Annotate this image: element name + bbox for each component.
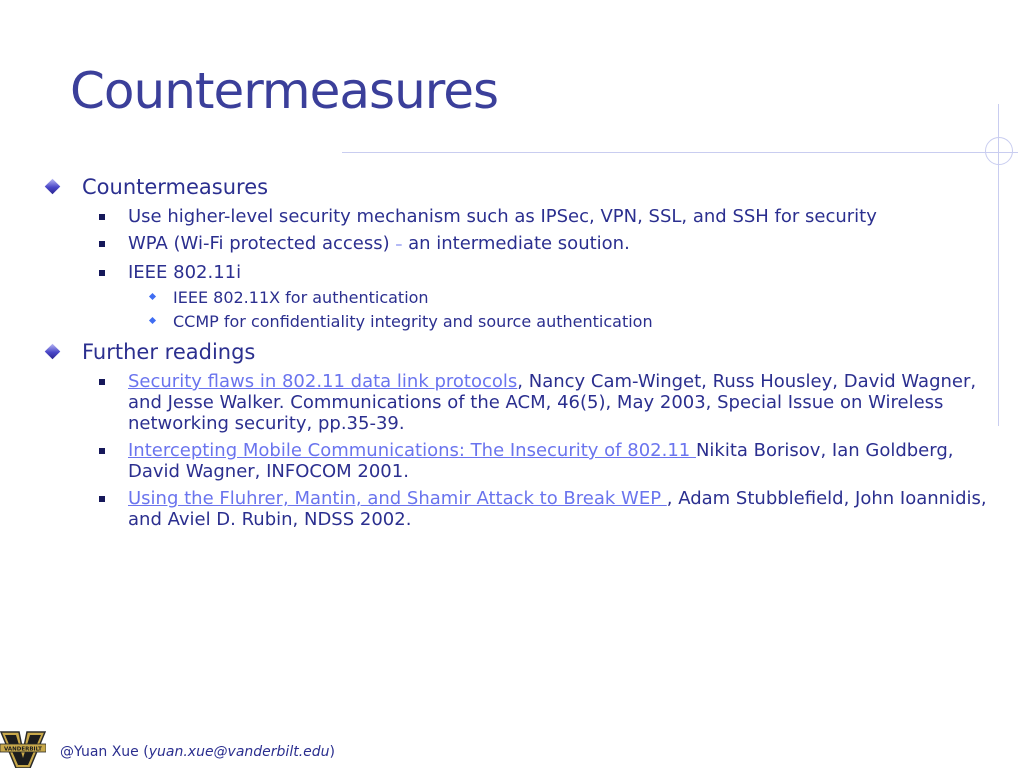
reading-citation: , Adam Stubblefield, John Ioannidis, and Aviel D. Rubin, NDSS 2002. [128,488,987,530]
list-item-text: Use higher-level security mechanism such as IPSec, VPN, SSL, and SSH for security [128,206,877,227]
sub-list-item-text: IEEE 802.11X for authentication [173,288,429,307]
section-heading: Countermeasures [82,175,269,199]
square-bullet-icon [99,270,105,276]
footer-email: yuan.xue@vanderbilt.edu [148,744,330,760]
reading-link[interactable]: Intercepting Mobile Communications: The Insecurity of 802.11 [128,440,696,461]
slide-body [44,174,994,530]
small-diamond-bullet-icon [149,317,156,324]
list-item [44,262,994,283]
section-heading: Further readings [82,340,256,364]
list-item-text: an intermediate soution. [402,233,630,254]
square-bullet-icon [99,496,105,502]
reading-citation: Nikita Borisov, Ian Goldberg, David Wagner, INFOCOM 2001. [128,440,954,482]
square-bullet-icon [99,241,105,247]
list-item-text: WPA (Wi-Fi protected access) [128,233,396,254]
bullet-countermeasures [44,174,994,200]
sub-list-item [44,288,994,307]
decorative-horizontal-line [342,152,1018,153]
square-bullet-icon [99,448,105,454]
reading-link[interactable]: Using the Fluhrer, Mantin, and Shamir Attack to Break WEP [128,488,667,509]
dash: – [395,237,403,253]
slide-title: Countermeasures [70,62,499,120]
footer-close: ) [329,744,335,760]
reading-item [44,488,994,530]
footer-credit [60,744,335,760]
diamond-bullet-icon [45,344,61,360]
square-bullet-icon [99,214,105,220]
reading-item [44,371,994,434]
sub-list-item [44,312,994,331]
decorative-circle [985,137,1013,165]
footer-author: @Yuan Xue ( [60,744,149,760]
list-item [44,233,994,256]
logo-text: VANDERBILT [4,746,42,753]
square-bullet-icon [99,379,105,385]
bullet-further-readings [44,339,994,365]
list-item-text: IEEE 802.11i [128,262,242,283]
reading-item [44,440,994,482]
sub-list-item-text: CCMP for confidentiality integrity and source authentication [173,312,653,331]
small-diamond-bullet-icon [149,293,156,300]
list-item [44,206,994,227]
reading-citation: , Nancy Cam-Winget, Russ Housley, David Wagner, and Jesse Walker. Communications of the ACM, 46(5), May 2003, Special Issue on Wireless networking security, pp.35-39. [128,371,977,434]
vanderbilt-logo-icon [0,730,46,768]
reading-link[interactable]: Security flaws in 802.11 data link protocols [128,371,518,392]
diamond-bullet-icon [45,179,61,195]
